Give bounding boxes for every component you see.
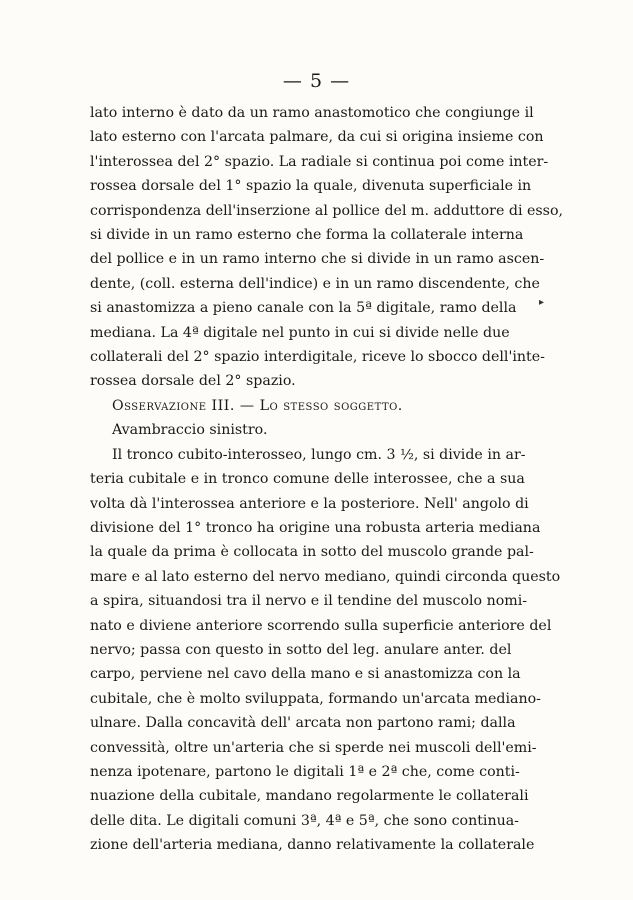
text-line: carpo, perviene nel cavo della mano e si anastomizza con la (90, 666, 521, 683)
text-line: mediana. La 4ª digitale nel punto in cui si divide nelle due (90, 324, 510, 341)
body-text (90, 101, 563, 858)
text-line: si divide in un ramo esterno che forma la collaterale interna (90, 227, 524, 244)
text-line: zione dell'arteria mediana, danno relativamente la collaterale (90, 837, 535, 854)
text-line: Avambraccio sinistro. (112, 422, 268, 439)
text-line: nenza ipotenare, partono le digitali 1ª e 2ª che, come conti- (90, 763, 520, 780)
text-line: a spira, situandosi tra il nervo e il tendine del muscolo nomi- (90, 593, 528, 610)
text-line: delle dita. Le digitali comuni 3ª, 4ª e 5ª, che sono continua- (90, 812, 519, 829)
text-line: mare e al lato esterno del nervo mediano, quindi circonda questo (90, 568, 561, 585)
text-line: teria cubitale e in tronco comune delle interossee, che a sua (90, 471, 525, 488)
text-line: Osservazione III. — Lo stesso soggetto. (112, 397, 403, 414)
text-line: rossea dorsale del 2° spazio. (90, 373, 296, 390)
text-line: la quale da prima è collocata in sotto del muscolo grande pal- (90, 544, 534, 561)
text-line: rossea dorsale del 1° spazio la quale, divenuta superficiale in (90, 178, 532, 195)
text-line: convessità, oltre un'arteria che si sperde nei muscoli dell'emi- (90, 739, 537, 756)
text-line: ulnare. Dalla concavità dell' arcata non partono rami; dalla (90, 715, 516, 732)
text-line: l'interossea del 2° spazio. La radiale si continua poi come inter- (90, 153, 549, 170)
text-line: cubitale, che è molto sviluppata, formando un'arcata mediano- (90, 690, 541, 707)
text-line: lato interno è dato da un ramo anastomotico che congiunge il (90, 105, 534, 121)
text-line: divisione del 1° tronco ha origine una robusta arteria mediana (90, 519, 541, 536)
page-number: — 5 — (282, 70, 351, 92)
text-line: lato esterno con l'arcata palmare, da cui si origina insieme con (90, 129, 544, 146)
text-line: volta dà l'interossea anteriore e la posteriore. Nell' angolo di (90, 495, 529, 512)
text-line: nato e diviene anteriore scorrendo sulla superficie anteriore del (90, 617, 552, 634)
text-line: del pollice e in un ramo interno che si divide in un ramo ascen- (90, 251, 545, 268)
text-line: Il tronco cubito-interosseo, lungo cm. 3 ½, si divide in ar- (112, 446, 526, 463)
text-line: corrispondenza dell'inserzione al pollice del m. adduttore di esso, (90, 202, 563, 219)
text-line: dente, (coll. esterna dell'indice) e in un ramo discendente, che (90, 275, 540, 292)
text-line: nervo; passa con questo in sotto del leg. anulare anter. del (90, 641, 512, 658)
text-line: collaterali del 2° spazio interdigitale, riceve lo sbocco dell'inte- (90, 349, 545, 366)
margin-mark: ▸ (539, 297, 545, 308)
text-line: nuazione della cubitale, mandano regolarmente le collaterali (90, 788, 529, 805)
text-line: si anastomizza a pieno canale con la 5ª digitale, ramo della (90, 300, 517, 317)
